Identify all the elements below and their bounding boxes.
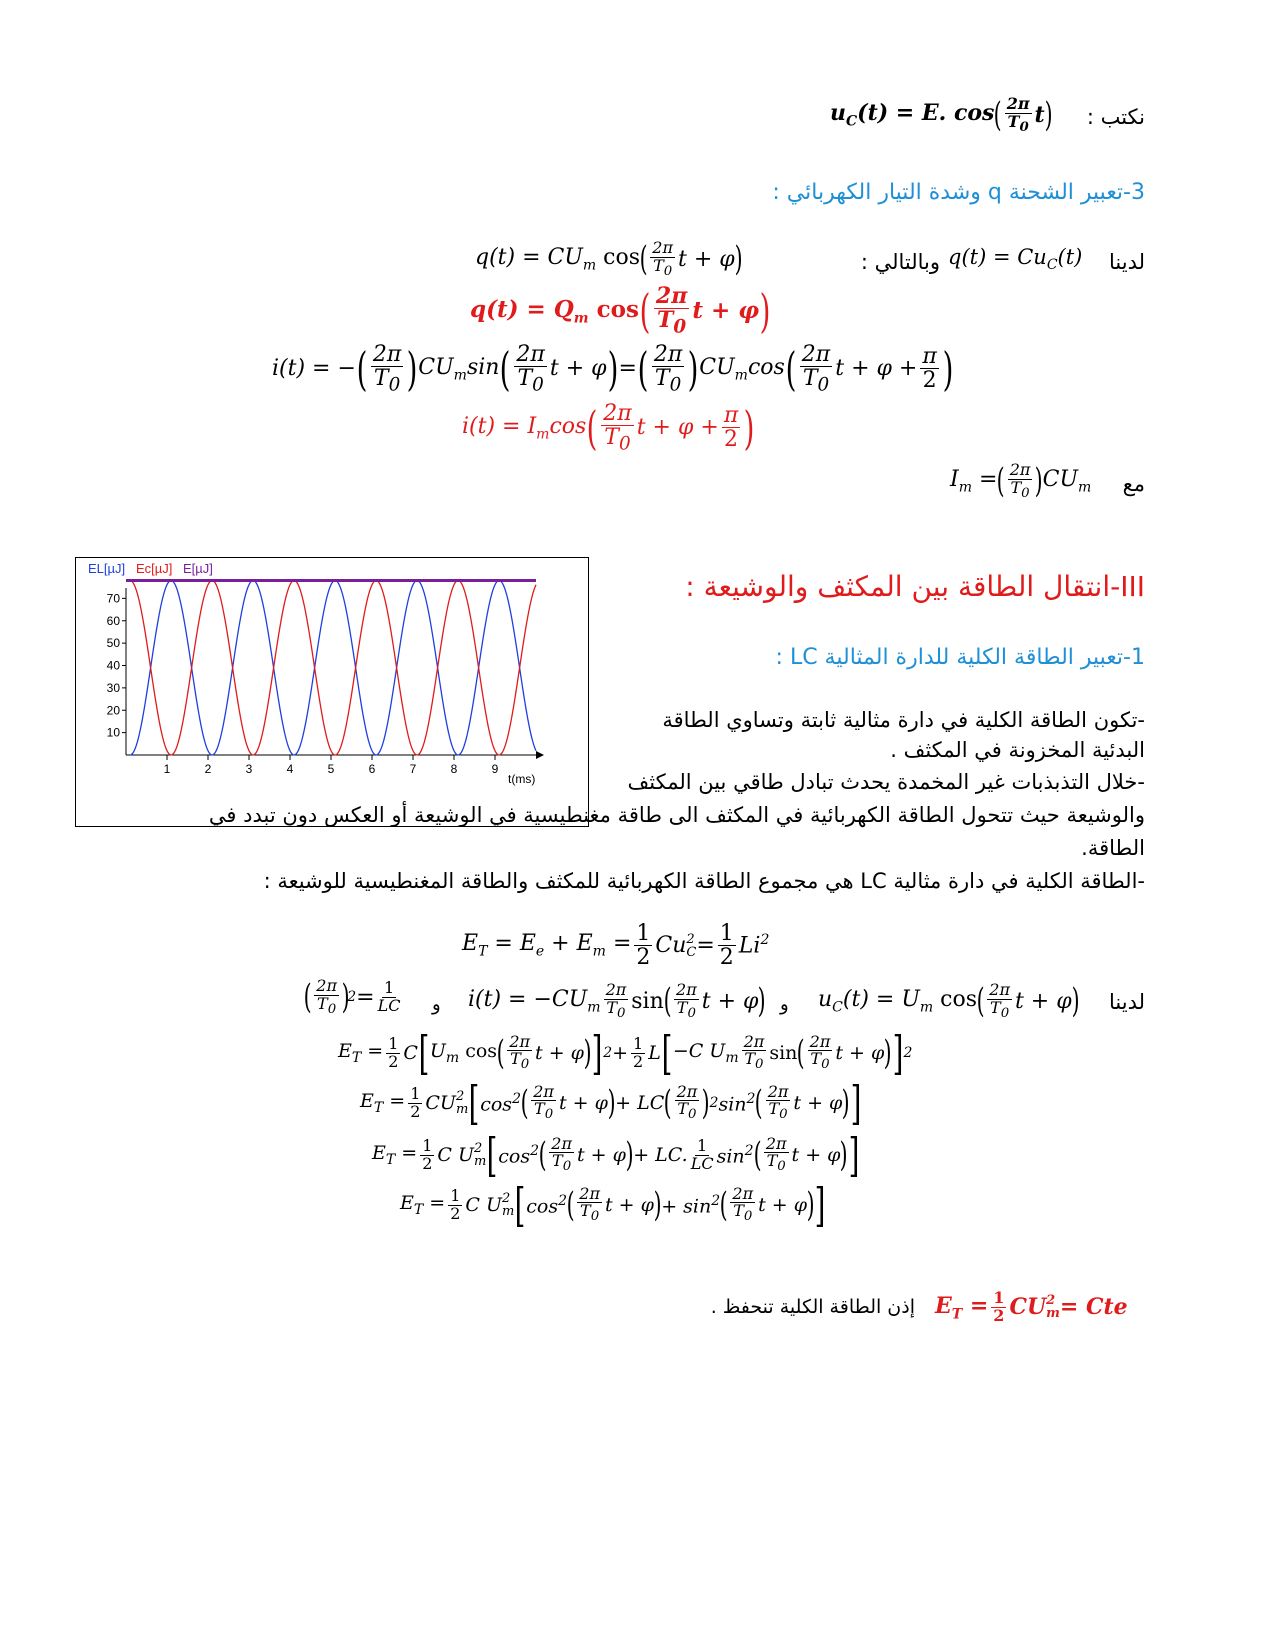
chart-series [126,580,536,755]
para-line-6: -الطاقة الكلية في دارة مثالية LC هي مجموع الطاقة الكهربائية للمكثف والطاقة المغنطيسية للوشيعة : [263,869,1145,893]
para-line-5: الطاقة. [1081,836,1145,860]
legend-entry-0: EL[µJ] [88,561,126,576]
i-t-derivation: i(t) = − ( $\frac{2\pi}{T_0}$ ) $CU_m\sin$ ( $\frac{2\pi}{T_0}$ t + φ ) = ( $\frac{2\pi}{T_0}$ ) $CU_m\cos$ ( $\frac{2\pi}{T_0}$ t + φ + $\frac{\pi}{2}$ ) [272,341,954,396]
q-t-equation: $q(t) = CU_m$ cos ( $\frac{2\pi}{T_0}$ t + φ ) [475,238,743,280]
et-sum-equation: $E_T = E_e + E_m$ = $\frac{1}{2}$ Cu 2 C = $\frac{1}{2}$ Li$^2$ [462,921,770,971]
y-tick-label: 60 [106,613,120,628]
x-tick-label: 2 [204,762,212,776]
with-label: مع [1122,472,1145,496]
conclusion-text: إذن الطاقة الكلية تنحفظ . [710,1296,915,1318]
x-axis-label: t(ms) [508,772,536,786]
para-line-4: والوشيعة حيث تتحول الطاقة الكهربائية في المكثف الى طاقة مغنطيسية في الوشيعة أو العكس دون تبدد في [208,803,1145,827]
legend-entry-2: E[µJ] [183,561,213,576]
et-step-4: $E_T$ = $\frac{1}{2}$ C U 2 m [ $\cos^2$ ( $\frac{2\pi}{T_0}$ t + φ ) + $\sin^2$ ( $\frac{2\pi}{T_0}$ t + φ ) ] [400,1178,826,1232]
q-cuc-eq: $q(t) = Cu_C(t)$ [948,245,1083,274]
y-tick-label: 70 [106,591,120,606]
x-tick-label: 1 [163,762,171,776]
para-line-2: البدئية المخزونة في المكثف . [890,738,1145,762]
x-tick-label: 8 [450,762,458,776]
chart-legend [88,561,213,576]
write-label: نكتب : [1086,105,1145,129]
and-word-1: و [780,994,789,1015]
im-equation: $I_m$ = ( $\frac{2\pi}{T_0}$ ) $CU_m$ [950,460,1092,502]
lc-relation-eq: ( $\frac{2\pi}{T_0}$ ) 2 = $\frac{1}{LC}$ [303,976,401,1018]
et-conserved-equation: $E_T$ = $\frac{1}{2}$ CU 2 m = Cte [935,1288,1128,1325]
y-tick-label: 10 [106,725,120,740]
i-sin-eq: $i(t) = -CU_m$ $\frac{2\pi}{T_0}$ sin ( $\frac{2\pi}{T_0}$ t + φ ) [468,980,767,1022]
et-step-1: $E_T$ = $\frac{1}{2}$ C [ $U_m$ cos ( $\frac{2\pi}{T_0}$ t + φ ) ] 2 + $\frac{1}{2}$ L [ −C $U_m$ $\frac{2\pi}{T_0}$ sin ( $\frac{2\pi}{T_0}$ t + φ ) ] 2 [338,1026,913,1080]
x-tick-label: 3 [245,762,253,776]
et-step-2: $E_T$ = $\frac{1}{2}$ CU 2 m [ $\cos^2$ ( $\frac{2\pi}{T_0}$ t + φ ) + LC ( $\frac{2\pi}{T_0}$ ) 2 $\sin^2$ ( $\frac{2\pi}{T_0}$ t + φ ) ] [360,1076,862,1130]
we-have-label: لدينا [1108,250,1145,274]
x-tick-label: 4 [286,762,294,776]
x-tick-label: 9 [491,762,499,776]
q-t-red-equation: $q(t) = Q_m$ cos ( $\frac{2\pi}{T_0}$ t + φ ) [470,283,771,338]
y-tick-label: 40 [106,658,120,673]
legend-entry-1: Ec[µJ] [136,561,173,576]
series-Ec-line [130,580,536,755]
y-tick-label: 50 [106,636,120,651]
energy-chart [75,557,589,827]
energy-chart-svg [76,558,588,826]
et-step-3: $E_T$ = $\frac{1}{2}$ C U 2 m [ $\cos^2$ ( $\frac{2\pi}{T_0}$ t + φ ) + LC. $\frac{1}{LC}$ $\sin^2$ ( $\frac{2\pi}{T_0}$ t + φ ) ] [372,1128,860,1182]
x-axis-arrow [536,751,544,759]
para-line-3: -خلال التذبذبات غير المخمدة يحدث تبادل طاقي بين المكثف [627,770,1145,794]
section-1-title: 1-تعبير الطاقة الكلية للدارة المثالية LC : [775,645,1145,670]
x-tick-label: 7 [409,762,417,776]
x-tick-label: 5 [327,762,335,776]
we-have-label-2: لدينا [1108,990,1145,1014]
i-t-red-equation: $i(t) = I_m\cos$ ( $\frac{2\pi}{T_0}$ t + φ + $\frac{\pi}{2}$ ) [462,400,755,455]
and-word-2: و [432,994,441,1015]
y-tick-label: 20 [106,703,120,718]
uc-cos-eq: $u_C(t) = U_m$ cos ( $\frac{2\pi}{T_0}$ t + φ ) [818,980,1080,1022]
section-III-title: III-انتقال الطاقة بين المكثف والوشيعة : [685,570,1145,603]
y-tick-label: 30 [106,680,120,695]
section-3-title: 3-تعبير الشحنة q وشدة التيار الكهربائي : [772,180,1145,205]
uc-equation: $u_C(t) = E$. cos ( $\frac{2\pi}{T_0}$ t ) [830,94,1053,135]
x-tick-label: 6 [368,762,376,776]
para-line-1: -تكون الطاقة الكلية في دارة مثالية ثابتة وتساوي الطاقة [662,708,1145,732]
and-thus-label: وبالتالي : [860,250,940,274]
chart-axes [107,588,544,786]
